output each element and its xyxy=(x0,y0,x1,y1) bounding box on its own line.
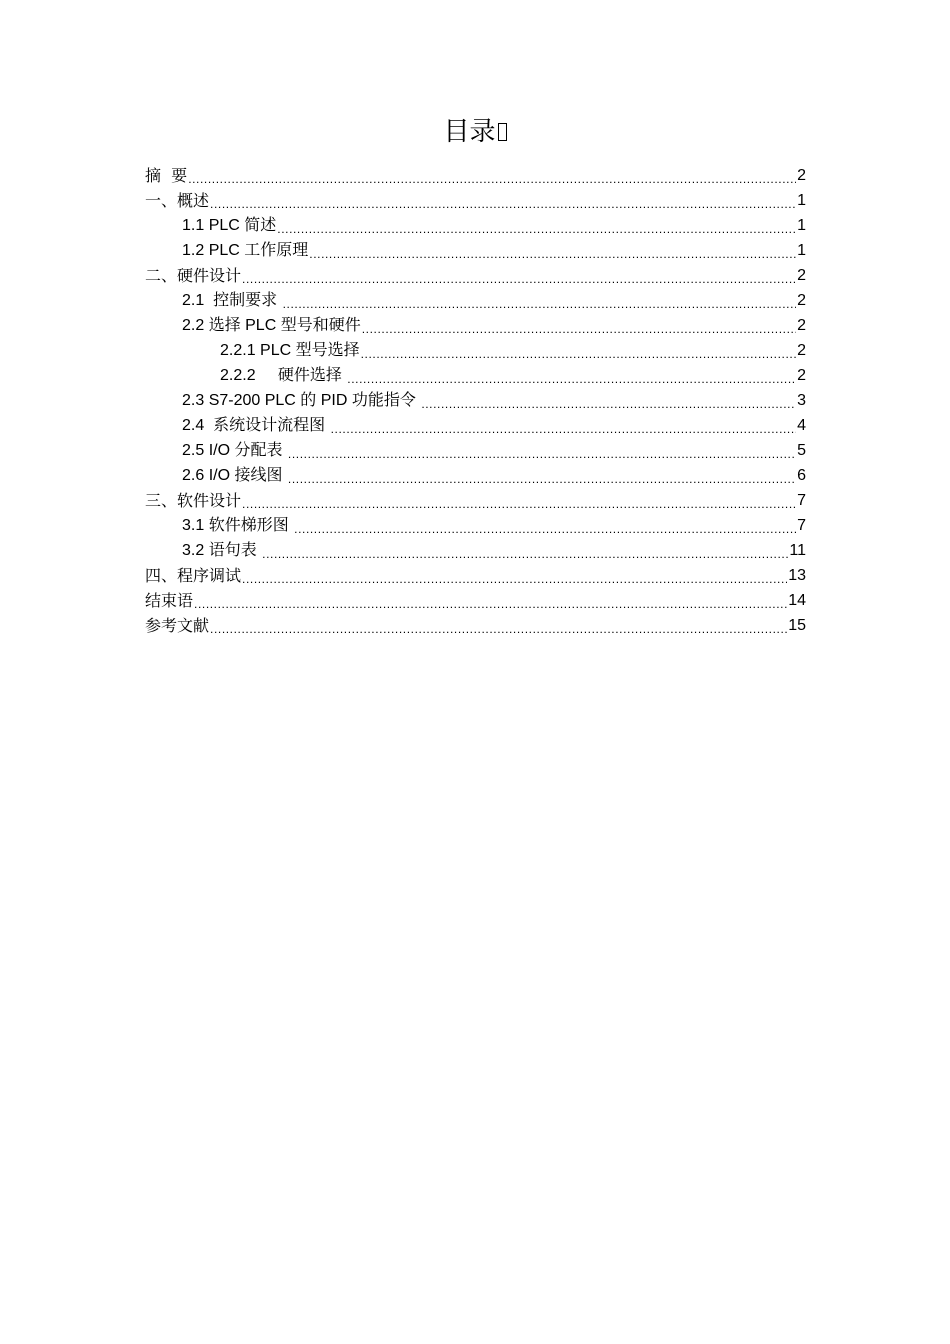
missing-glyph-icon xyxy=(498,123,507,141)
toc-entry-page: 5 xyxy=(797,442,806,459)
toc-entry-page: 1 xyxy=(797,242,806,259)
toc-entry-label: 摘 要 xyxy=(145,166,188,185)
toc-entry-page: 2 xyxy=(797,267,806,284)
toc-entry-label: 2.1 控制要求 xyxy=(182,292,282,309)
toc-entry-page: 14 xyxy=(788,592,806,609)
toc-entry[interactable] xyxy=(145,538,806,563)
toc-dot-leader xyxy=(309,238,796,263)
toc-entry-page: 2 xyxy=(797,342,806,359)
toc-dot-leader xyxy=(283,288,797,313)
toc-entry[interactable] xyxy=(145,463,806,488)
toc-entry[interactable] xyxy=(145,413,806,438)
toc-entry[interactable] xyxy=(145,588,806,613)
toc-entry-label: 四、程序调试 xyxy=(145,566,242,585)
toc-entry[interactable] xyxy=(145,438,806,463)
toc-dot-leader xyxy=(242,263,796,288)
toc-entry[interactable] xyxy=(145,488,806,513)
toc-entry-label: 参考文献 xyxy=(145,616,210,635)
toc-entry[interactable] xyxy=(145,238,806,263)
toc-dot-leader xyxy=(242,563,787,588)
toc-dot-leader xyxy=(262,538,788,563)
toc-dot-leader xyxy=(194,588,787,613)
toc-entry-page: 2 xyxy=(797,167,806,184)
toc-entry-page: 6 xyxy=(797,467,806,484)
toc-entry-label: 2.5 I/O 分配表 xyxy=(182,442,287,459)
toc-entry-label: 三、软件设计 xyxy=(145,491,242,510)
toc-entry-label: 结束语 xyxy=(145,591,194,610)
toc-dot-leader xyxy=(210,188,796,213)
toc-entry[interactable] xyxy=(145,313,806,338)
toc-dot-leader xyxy=(347,363,796,388)
toc-dot-leader xyxy=(277,213,796,238)
toc-title xyxy=(0,112,950,152)
toc-entry[interactable] xyxy=(145,513,806,538)
toc-dot-leader xyxy=(188,163,796,188)
toc-dot-leader xyxy=(242,488,796,513)
toc-dot-leader xyxy=(288,438,796,463)
toc-dot-leader xyxy=(362,313,796,338)
toc-dot-leader xyxy=(361,338,796,363)
toc-entry[interactable] xyxy=(145,163,806,188)
toc-entry[interactable] xyxy=(145,338,806,363)
toc-dot-leader xyxy=(294,513,796,538)
toc-entry[interactable] xyxy=(145,213,806,238)
toc-entry-page: 1 xyxy=(797,217,806,234)
toc-title-text: 目录 xyxy=(443,117,496,147)
toc-entry-page: 2 xyxy=(797,317,806,334)
toc-entry-page: 2 xyxy=(797,292,806,309)
toc-entry-label: 3.1 软件梯形图 xyxy=(182,517,294,534)
toc-dot-leader xyxy=(331,413,797,438)
toc-entry[interactable] xyxy=(145,288,806,313)
toc-entry-page: 15 xyxy=(788,617,806,634)
toc-entry-page: 1 xyxy=(797,192,806,209)
toc-entry[interactable] xyxy=(145,388,806,413)
toc-entry[interactable] xyxy=(145,613,806,638)
toc-entry-label: 1.1 PLC 简述 xyxy=(182,217,277,234)
toc-entry-label: 3.2 语句表 xyxy=(182,542,262,559)
toc-entry[interactable] xyxy=(145,363,806,388)
toc-entry-page: 7 xyxy=(797,492,806,509)
toc-entry[interactable] xyxy=(145,563,806,588)
toc-entry-page: 3 xyxy=(797,392,806,409)
toc-entry[interactable] xyxy=(145,263,806,288)
toc-entry-label: 1.2 PLC 工作原理 xyxy=(182,242,309,259)
table-of-contents xyxy=(145,163,806,638)
toc-entry-label: 2.3 S7-200 PLC 的 PID 功能指令 xyxy=(182,392,421,409)
toc-entry-label: 2.2.2 硬件选择 xyxy=(220,367,347,384)
toc-entry-page: 13 xyxy=(788,567,806,584)
toc-entry-page: 7 xyxy=(797,517,806,534)
toc-entry-label: 一、概述 xyxy=(145,191,210,210)
toc-dot-leader xyxy=(288,463,796,488)
toc-entry-label: 2.6 I/O 接线图 xyxy=(182,467,287,484)
toc-dot-leader xyxy=(210,613,787,638)
toc-entry-page: 2 xyxy=(797,367,806,384)
toc-entry-page: 11 xyxy=(789,542,806,559)
toc-entry-page: 4 xyxy=(797,417,806,434)
toc-entry-label: 2.2 选择 PLC 型号和硬件 xyxy=(182,317,361,334)
toc-dot-leader xyxy=(421,388,796,413)
toc-entry[interactable] xyxy=(145,188,806,213)
toc-entry-label: 2.2.1 PLC 型号选择 xyxy=(220,342,360,359)
toc-entry-label: 二、硬件设计 xyxy=(145,266,242,285)
toc-entry-label: 2.4 系统设计流程图 xyxy=(182,417,330,434)
